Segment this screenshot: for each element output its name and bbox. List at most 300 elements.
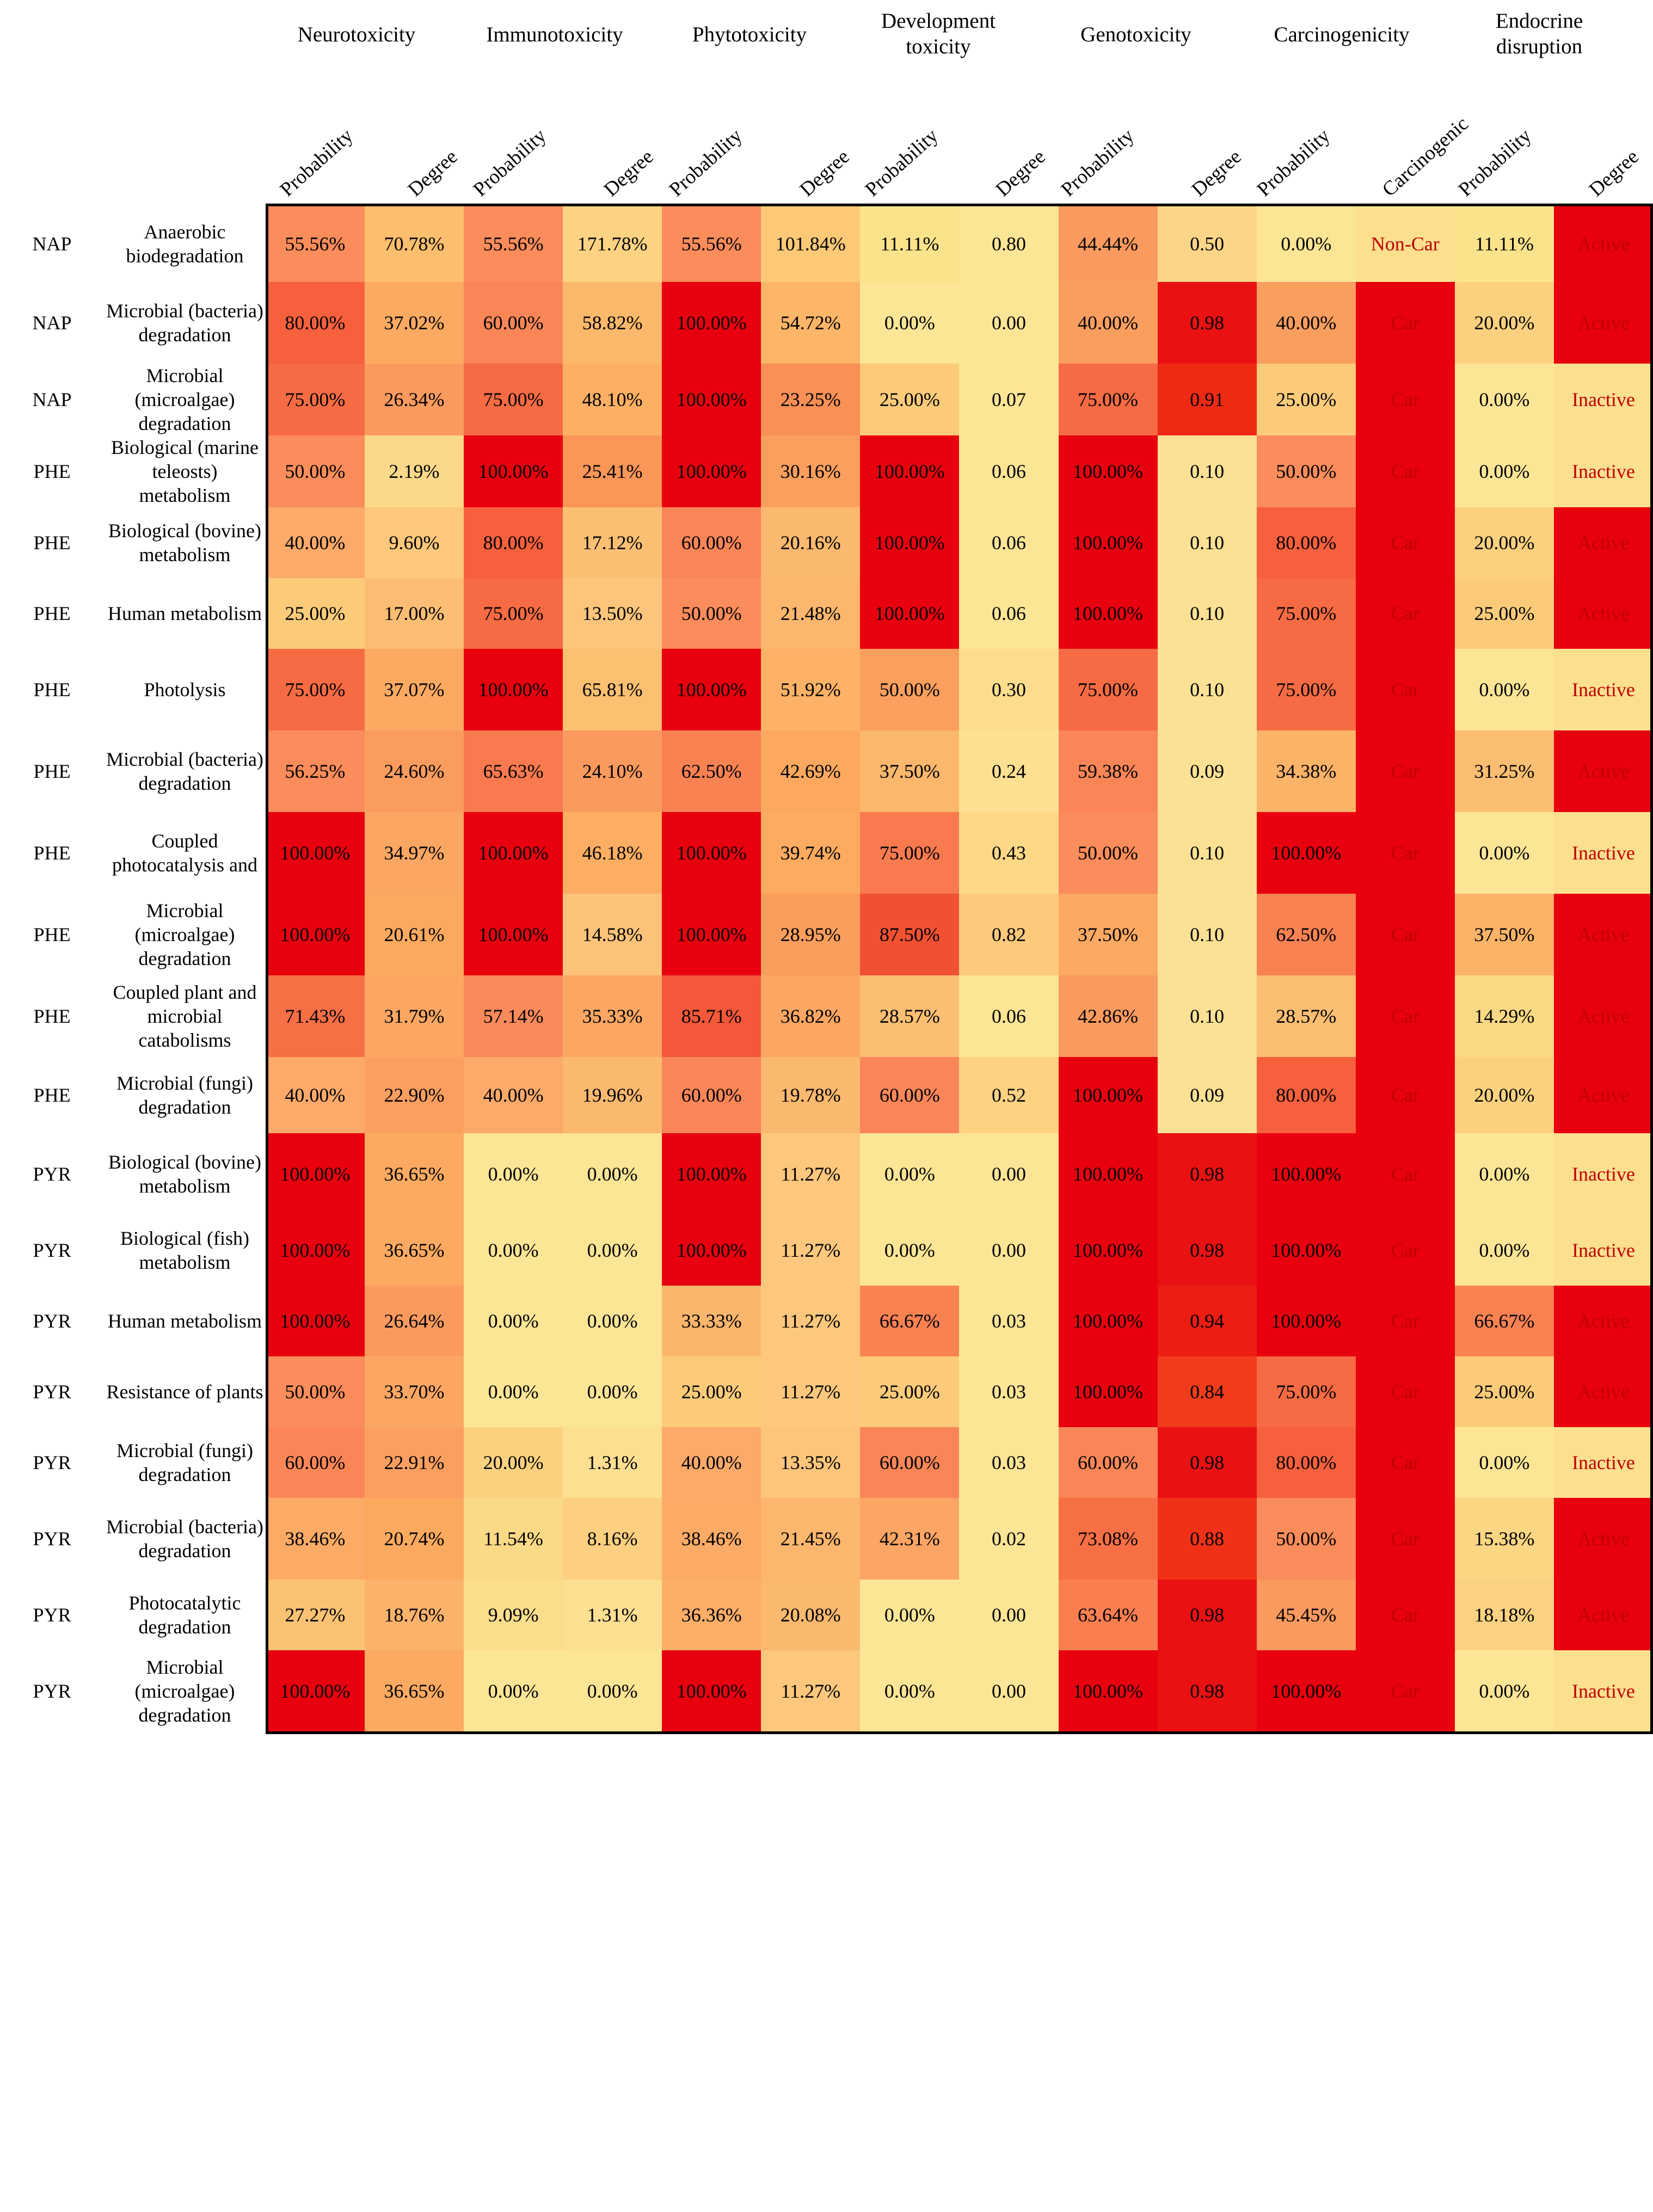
table-row <box>0 1215 1653 1286</box>
heatmap-cell: 38.46% <box>662 1498 761 1580</box>
table-row <box>0 894 1653 975</box>
row-label-process: Human metabolism <box>104 578 266 649</box>
heatmap-cell: 0.98 <box>1158 282 1257 364</box>
heatmap-cell: 0.00% <box>464 1133 563 1215</box>
sub-header-degree-5: Degree <box>1187 145 1246 201</box>
heatmap-cell: 11.27% <box>761 1286 860 1356</box>
heatmap-cell: 0.00% <box>1455 812 1554 894</box>
heatmap-cell: 0.06 <box>959 507 1058 578</box>
heatmap-cell: Inactive <box>1554 1427 1653 1498</box>
table-row <box>0 730 1653 812</box>
heatmap-cell: 0.00% <box>1455 1133 1554 1215</box>
heatmap-cell: 20.00% <box>1455 507 1554 578</box>
heatmap-cell: Car <box>1356 364 1455 435</box>
heatmap-cell: 20.16% <box>761 507 860 578</box>
heatmap-cell: 101.84% <box>761 206 860 282</box>
heatmap-cell: Car <box>1356 507 1455 578</box>
heatmap-cell: 0.88 <box>1158 1498 1257 1580</box>
heatmap-cell: 100.00% <box>464 649 563 730</box>
heatmap-cell: 0.00% <box>464 1286 563 1356</box>
row-label-process: Biological (bovine) metabolism <box>104 1133 266 1215</box>
heatmap-cell: 66.67% <box>1455 1286 1554 1356</box>
heatmap-cell: 75.00% <box>1257 578 1356 649</box>
heatmap-cell: 80.00% <box>1257 1427 1356 1498</box>
heatmap-cell: Car <box>1356 578 1455 649</box>
heatmap-cell: Car <box>1356 894 1455 975</box>
heatmap-cell: 0.00% <box>464 1215 563 1286</box>
heatmap-cell: 36.65% <box>365 1215 464 1286</box>
heatmap-cell: 0.98 <box>1158 1133 1257 1215</box>
heatmap-cell: 0.00 <box>959 282 1058 364</box>
heatmap-cell: 46.18% <box>563 812 662 894</box>
heatmap-cell: 24.10% <box>563 730 662 812</box>
heatmap-cell: 0.91 <box>1158 364 1257 435</box>
heatmap-cell: Car <box>1356 1356 1455 1427</box>
heatmap-cell: 36.65% <box>365 1650 464 1732</box>
row-label-process: Coupled plant and microbial catabolisms <box>104 975 266 1057</box>
row-label-process: Resistance of plants <box>104 1356 266 1427</box>
row-label-process: Microbial (bacteria) degradation <box>104 1498 266 1580</box>
row-label-chemical: PYR <box>0 1427 104 1498</box>
heatmap-cell: 25.00% <box>860 364 959 435</box>
heatmap-cell: 14.58% <box>563 894 662 975</box>
heatmap-cell: 0.07 <box>959 364 1058 435</box>
heatmap-cell: 100.00% <box>662 894 761 975</box>
row-label-process: Microbial (fungi) degradation <box>104 1427 266 1498</box>
heatmap-cell: Active <box>1554 1057 1653 1133</box>
heatmap-cell: 0.00% <box>860 1133 959 1215</box>
heatmap-cell: 20.00% <box>1455 282 1554 364</box>
row-label-process: Microbial (microalgae) degradation <box>104 894 266 975</box>
heatmap-cell: 19.96% <box>563 1057 662 1133</box>
table-row <box>0 1057 1653 1133</box>
heatmap-cell: Active <box>1554 1580 1653 1650</box>
heatmap-cell: Active <box>1554 894 1653 975</box>
heatmap-cell: 100.00% <box>266 1215 365 1286</box>
sub-header-degree-2: Degree <box>599 145 658 201</box>
heatmap-cell: 73.08% <box>1059 1498 1158 1580</box>
heatmap-cell: 100.00% <box>662 282 761 364</box>
heatmap-cell: 55.56% <box>266 206 365 282</box>
heatmap-cell: 34.38% <box>1257 730 1356 812</box>
heatmap-cell: 11.54% <box>464 1498 563 1580</box>
heatmap-cell: Inactive <box>1554 364 1653 435</box>
table-row <box>0 435 1653 507</box>
heatmap-cell: Active <box>1554 1286 1653 1356</box>
heatmap-cell: 0.10 <box>1158 649 1257 730</box>
row-label-chemical: PHE <box>0 975 104 1057</box>
heatmap-cell: 0.09 <box>1158 1057 1257 1133</box>
heatmap-cell: 0.00 <box>959 1215 1058 1286</box>
heatmap-cell: 75.00% <box>464 578 563 649</box>
heatmap-cell: 100.00% <box>1059 1215 1158 1286</box>
table-row <box>0 206 1653 282</box>
row-label-chemical: PHE <box>0 1057 104 1133</box>
heatmap-cell: Car <box>1356 282 1455 364</box>
heatmap-cell: 100.00% <box>1257 1286 1356 1356</box>
heatmap-cell: 0.00% <box>1257 206 1356 282</box>
heatmap-cell: 75.00% <box>266 649 365 730</box>
table-row <box>0 1286 1653 1356</box>
heatmap-cell: 0.00% <box>563 1356 662 1427</box>
heatmap-cell: 37.50% <box>1455 894 1554 975</box>
sub-header-degree-3: Degree <box>795 145 854 201</box>
table-row <box>0 1427 1653 1498</box>
heatmap-cell: 100.00% <box>1257 812 1356 894</box>
heatmap-cell: 40.00% <box>1257 282 1356 364</box>
heatmap-cell: 50.00% <box>266 435 365 507</box>
heatmap-cell: Active <box>1554 1498 1653 1580</box>
heatmap-cell: Active <box>1554 1356 1653 1427</box>
heatmap-cell: 9.09% <box>464 1580 563 1650</box>
heatmap-cell: 17.00% <box>365 578 464 649</box>
heatmap-cell: 0.98 <box>1158 1580 1257 1650</box>
heatmap-cell: 38.46% <box>266 1498 365 1580</box>
heatmap-cell: 58.82% <box>563 282 662 364</box>
table-row <box>0 1356 1653 1427</box>
sub-header-probability-4: Probability <box>861 124 943 201</box>
heatmap-cell: 100.00% <box>266 1650 365 1732</box>
heatmap-cell: 0.43 <box>959 812 1058 894</box>
heatmap-cell: 100.00% <box>464 812 563 894</box>
heatmap-cell: Inactive <box>1554 1650 1653 1732</box>
heatmap-cell: Car <box>1356 1580 1455 1650</box>
heatmap-cell: 31.25% <box>1455 730 1554 812</box>
heatmap-cell: 80.00% <box>1257 1057 1356 1133</box>
heatmap-cell: 100.00% <box>464 435 563 507</box>
row-label-chemical: PYR <box>0 1356 104 1427</box>
heatmap-cell: Car <box>1356 1498 1455 1580</box>
heatmap-cell: 60.00% <box>266 1427 365 1498</box>
row-label-process: Biological (marine teleosts) metabolism <box>104 435 266 507</box>
heatmap-cell: 60.00% <box>662 1057 761 1133</box>
row-label-chemical: PHE <box>0 507 104 578</box>
heatmap-cell: 25.00% <box>662 1356 761 1427</box>
heatmap-cell: 57.14% <box>464 975 563 1057</box>
heatmap-cell: Car <box>1356 1286 1455 1356</box>
heatmap-cell: 20.00% <box>1455 1057 1554 1133</box>
row-label-chemical: NAP <box>0 282 104 364</box>
table-row <box>0 1580 1653 1650</box>
heatmap-grid <box>0 206 1653 1732</box>
table-row <box>0 649 1653 730</box>
heatmap-cell: 0.00% <box>1455 364 1554 435</box>
heatmap-cell: 0.00% <box>860 282 959 364</box>
row-label-chemical: PHE <box>0 812 104 894</box>
heatmap-cell: 70.78% <box>365 206 464 282</box>
heatmap-cell: 100.00% <box>662 812 761 894</box>
row-label-process: Coupled photocatalysis and <box>104 812 266 894</box>
heatmap-cell: 50.00% <box>860 649 959 730</box>
heatmap-cell: 75.00% <box>1257 649 1356 730</box>
heatmap-cell: 87.50% <box>860 894 959 975</box>
heatmap-cell: 65.81% <box>563 649 662 730</box>
heatmap-cell: 11.27% <box>761 1356 860 1427</box>
heatmap-cell: 60.00% <box>464 282 563 364</box>
sub-header-degree-1: Degree <box>403 145 462 201</box>
heatmap-cell: 75.00% <box>1059 364 1158 435</box>
row-label-process: Microbial (fungi) degradation <box>104 1057 266 1133</box>
table-row <box>0 1650 1653 1732</box>
heatmap-cell: 28.57% <box>860 975 959 1057</box>
heatmap-cell: 39.74% <box>761 812 860 894</box>
heatmap-cell: 50.00% <box>1257 435 1356 507</box>
heatmap-cell: 18.76% <box>365 1580 464 1650</box>
heatmap-cell: 33.33% <box>662 1286 761 1356</box>
heatmap-cell: 28.95% <box>761 894 860 975</box>
heatmap-cell: 14.29% <box>1455 975 1554 1057</box>
row-label-process: Photolysis <box>104 649 266 730</box>
heatmap-cell: 48.10% <box>563 364 662 435</box>
sub-header-probability-3: Probability <box>665 124 747 201</box>
heatmap-cell: 0.82 <box>959 894 1058 975</box>
heatmap-cell: 60.00% <box>662 507 761 578</box>
heatmap-cell: 100.00% <box>1059 1133 1158 1215</box>
sub-header-degree-7: Degree <box>1584 145 1643 201</box>
heatmap-cell: 22.90% <box>365 1057 464 1133</box>
sub-header-degree-4: Degree <box>991 145 1050 201</box>
heatmap-cell: Inactive <box>1554 1215 1653 1286</box>
table-row <box>0 812 1653 894</box>
heatmap-cell: 0.98 <box>1158 1427 1257 1498</box>
heatmap-cell: 0.00% <box>563 1286 662 1356</box>
heatmap-cell: 100.00% <box>266 812 365 894</box>
heatmap-cell: 20.61% <box>365 894 464 975</box>
row-label-process: Biological (bovine) metabolism <box>104 507 266 578</box>
heatmap-cell: Car <box>1356 1133 1455 1215</box>
heatmap-cell: 0.00% <box>563 1133 662 1215</box>
heatmap-cell: 55.56% <box>464 206 563 282</box>
sub-header-probability-2: Probability <box>469 124 551 201</box>
heatmap-cell: 100.00% <box>662 1133 761 1215</box>
row-label-chemical: PHE <box>0 649 104 730</box>
sub-header-carcinogenic: Carcinogenic <box>1378 112 1473 201</box>
heatmap-table <box>0 206 1653 1732</box>
heatmap-cell: 51.92% <box>761 649 860 730</box>
heatmap-cell: 0.52 <box>959 1057 1058 1133</box>
heatmap-cell: 36.82% <box>761 975 860 1057</box>
heatmap-cell: 66.67% <box>860 1286 959 1356</box>
heatmap-cell: Active <box>1554 507 1653 578</box>
heatmap-cell: 26.34% <box>365 364 464 435</box>
heatmap-cell: 100.00% <box>266 1286 365 1356</box>
heatmap-cell: 28.57% <box>1257 975 1356 1057</box>
heatmap-cell: 54.72% <box>761 282 860 364</box>
heatmap-cell: 0.03 <box>959 1286 1058 1356</box>
heatmap-cell: Active <box>1554 975 1653 1057</box>
row-label-chemical: PHE <box>0 435 104 507</box>
heatmap-cell: 100.00% <box>1059 1650 1158 1732</box>
heatmap-cell: 65.63% <box>464 730 563 812</box>
heatmap-cell: 0.00% <box>563 1650 662 1732</box>
heatmap-cell: 59.38% <box>1059 730 1158 812</box>
heatmap-cell: 0.10 <box>1158 975 1257 1057</box>
heatmap-cell: 40.00% <box>662 1427 761 1498</box>
heatmap-cell: 33.70% <box>365 1356 464 1427</box>
heatmap-cell: 100.00% <box>662 1215 761 1286</box>
heatmap-cell: 50.00% <box>1257 1498 1356 1580</box>
heatmap-cell: 100.00% <box>662 435 761 507</box>
heatmap-cell: Active <box>1554 206 1653 282</box>
heatmap-cell: 20.08% <box>761 1580 860 1650</box>
heatmap-cell: Car <box>1356 812 1455 894</box>
heatmap-cell: 13.50% <box>563 578 662 649</box>
heatmap-cell: Inactive <box>1554 435 1653 507</box>
heatmap-cell: 11.27% <box>761 1215 860 1286</box>
table-row <box>0 282 1653 364</box>
heatmap-cell: 1.31% <box>563 1427 662 1498</box>
heatmap-cell: Car <box>1356 649 1455 730</box>
heatmap-cell: 0.00% <box>860 1215 959 1286</box>
heatmap-cell: 0.00% <box>860 1650 959 1732</box>
heatmap-cell: 2.19% <box>365 435 464 507</box>
heatmap-cell: 36.36% <box>662 1580 761 1650</box>
table-row <box>0 507 1653 578</box>
group-header-neurotoxicity: Neurotoxicity <box>297 23 416 46</box>
heatmap-cell: 100.00% <box>860 507 959 578</box>
heatmap-cell: 25.00% <box>860 1356 959 1427</box>
heatmap-cell: 55.56% <box>662 206 761 282</box>
heatmap-cell: 100.00% <box>266 894 365 975</box>
heatmap-cell: 0.00% <box>464 1650 563 1732</box>
heatmap-cell: 20.74% <box>365 1498 464 1580</box>
heatmap-cell: 100.00% <box>1257 1215 1356 1286</box>
heatmap-cell: 100.00% <box>1059 1356 1158 1427</box>
row-label-chemical: NAP <box>0 206 104 282</box>
heatmap-cell: 0.00% <box>1455 1650 1554 1732</box>
heatmap-cell: 100.00% <box>860 435 959 507</box>
heatmap-cell: 80.00% <box>464 507 563 578</box>
heatmap-cell: 8.16% <box>563 1498 662 1580</box>
sub-header-probability-6: Probability <box>1252 124 1335 201</box>
heatmap-cell: 0.10 <box>1158 435 1257 507</box>
heatmap-cell: 37.02% <box>365 282 464 364</box>
row-label-process: Microbial (microalgae) degradation <box>104 1650 266 1732</box>
row-label-chemical: PYR <box>0 1215 104 1286</box>
heatmap-cell: 56.25% <box>266 730 365 812</box>
heatmap-cell: 100.00% <box>1257 1133 1356 1215</box>
group-header-genotoxicity: Genotoxicity <box>1080 23 1191 46</box>
heatmap-cell: 100.00% <box>662 1650 761 1732</box>
heatmap-cell: 0.00% <box>1455 649 1554 730</box>
heatmap-cell: 31.79% <box>365 975 464 1057</box>
heatmap-cell: 100.00% <box>464 894 563 975</box>
heatmap-cell: 0.06 <box>959 578 1058 649</box>
heatmap-cell: 9.60% <box>365 507 464 578</box>
heatmap-cell: 0.00 <box>959 1133 1058 1215</box>
heatmap-cell: 42.69% <box>761 730 860 812</box>
heatmap-cell: 1.31% <box>563 1580 662 1650</box>
heatmap-cell: 60.00% <box>860 1427 959 1498</box>
heatmap-cell: 37.07% <box>365 649 464 730</box>
heatmap-cell: Car <box>1356 1057 1455 1133</box>
heatmap-cell: 0.06 <box>959 435 1058 507</box>
sub-header-row <box>256 93 1649 201</box>
heatmap-cell: Active <box>1554 282 1653 364</box>
heatmap-cell: 40.00% <box>266 507 365 578</box>
heatmap-cell: 11.27% <box>761 1133 860 1215</box>
heatmap-cell: 25.41% <box>563 435 662 507</box>
row-label-chemical: PYR <box>0 1133 104 1215</box>
heatmap-cell: 13.35% <box>761 1427 860 1498</box>
heatmap-cell: 37.50% <box>860 730 959 812</box>
heatmap-cell: 21.45% <box>761 1498 860 1580</box>
sub-header-probability-5: Probability <box>1056 124 1139 201</box>
heatmap-cell: 34.97% <box>365 812 464 894</box>
heatmap-cell: 0.10 <box>1158 894 1257 975</box>
heatmap-cell: 75.00% <box>464 364 563 435</box>
heatmap-cell: Car <box>1356 1215 1455 1286</box>
heatmap-cell: 62.50% <box>1257 894 1356 975</box>
heatmap-cell: Car <box>1356 435 1455 507</box>
heatmap-cell: 21.48% <box>761 578 860 649</box>
heatmap-cell: 0.00 <box>959 1650 1058 1732</box>
heatmap-cell: 0.30 <box>959 649 1058 730</box>
heatmap-cell: 100.00% <box>1059 1286 1158 1356</box>
group-header-row <box>267 5 1649 87</box>
heatmap-cell: 63.64% <box>1059 1580 1158 1650</box>
heatmap-cell: 0.00% <box>464 1356 563 1427</box>
heatmap-cell: Inactive <box>1554 649 1653 730</box>
heatmap-cell: 0.00 <box>959 1580 1058 1650</box>
heatmap-cell: 0.06 <box>959 975 1058 1057</box>
heatmap-cell: 40.00% <box>1059 282 1158 364</box>
heatmap-cell: 85.71% <box>662 975 761 1057</box>
heatmap-cell: 80.00% <box>1257 507 1356 578</box>
heatmap-cell: 42.31% <box>860 1498 959 1580</box>
heatmap-cell: 20.00% <box>464 1427 563 1498</box>
heatmap-cell: 45.45% <box>1257 1580 1356 1650</box>
sub-header-probability-7: Probability <box>1454 124 1536 201</box>
heatmap-cell: 0.09 <box>1158 730 1257 812</box>
heatmap-cell: 42.86% <box>1059 975 1158 1057</box>
heatmap-cell: 100.00% <box>1059 578 1158 649</box>
heatmap-cell: 100.00% <box>1059 1057 1158 1133</box>
heatmap-cell: 0.84 <box>1158 1356 1257 1427</box>
heatmap-cell: 50.00% <box>1059 812 1158 894</box>
group-header-immunotoxicity: Immunotoxicity <box>486 23 623 46</box>
row-label-process: Anaerobic biodegradation <box>104 206 266 282</box>
heatmap-cell: 100.00% <box>860 578 959 649</box>
heatmap-cell: 100.00% <box>662 364 761 435</box>
heatmap-cell: 60.00% <box>1059 1427 1158 1498</box>
heatmap-cell: 100.00% <box>1059 507 1158 578</box>
heatmap-cell: 35.33% <box>563 975 662 1057</box>
table-row <box>0 578 1653 649</box>
heatmap-cell: 0.80 <box>959 206 1058 282</box>
heatmap-cell: 171.78% <box>563 206 662 282</box>
heatmap-cell: 0.10 <box>1158 507 1257 578</box>
heatmap-cell: 0.98 <box>1158 1215 1257 1286</box>
group-header-endocrine-disruption: Endocrine disruption <box>1495 9 1583 58</box>
heatmap-cell: 24.60% <box>365 730 464 812</box>
heatmap-cell: 11.11% <box>1455 206 1554 282</box>
heatmap-cell: 0.03 <box>959 1356 1058 1427</box>
row-label-chemical: PYR <box>0 1286 104 1356</box>
heatmap-cell: Car <box>1356 1650 1455 1732</box>
heatmap-cell: 75.00% <box>860 812 959 894</box>
heatmap-cell: 50.00% <box>662 578 761 649</box>
heatmap-cell: 40.00% <box>464 1057 563 1133</box>
row-label-chemical: PHE <box>0 894 104 975</box>
heatmap-cell: Car <box>1356 730 1455 812</box>
heatmap-cell: 0.00% <box>1455 1427 1554 1498</box>
sub-header-probability-1: Probability <box>275 124 358 201</box>
heatmap-cell: 50.00% <box>266 1356 365 1427</box>
row-label-chemical: PYR <box>0 1580 104 1650</box>
heatmap-cell: 19.78% <box>761 1057 860 1133</box>
heatmap-cell: 75.00% <box>1257 1356 1356 1427</box>
